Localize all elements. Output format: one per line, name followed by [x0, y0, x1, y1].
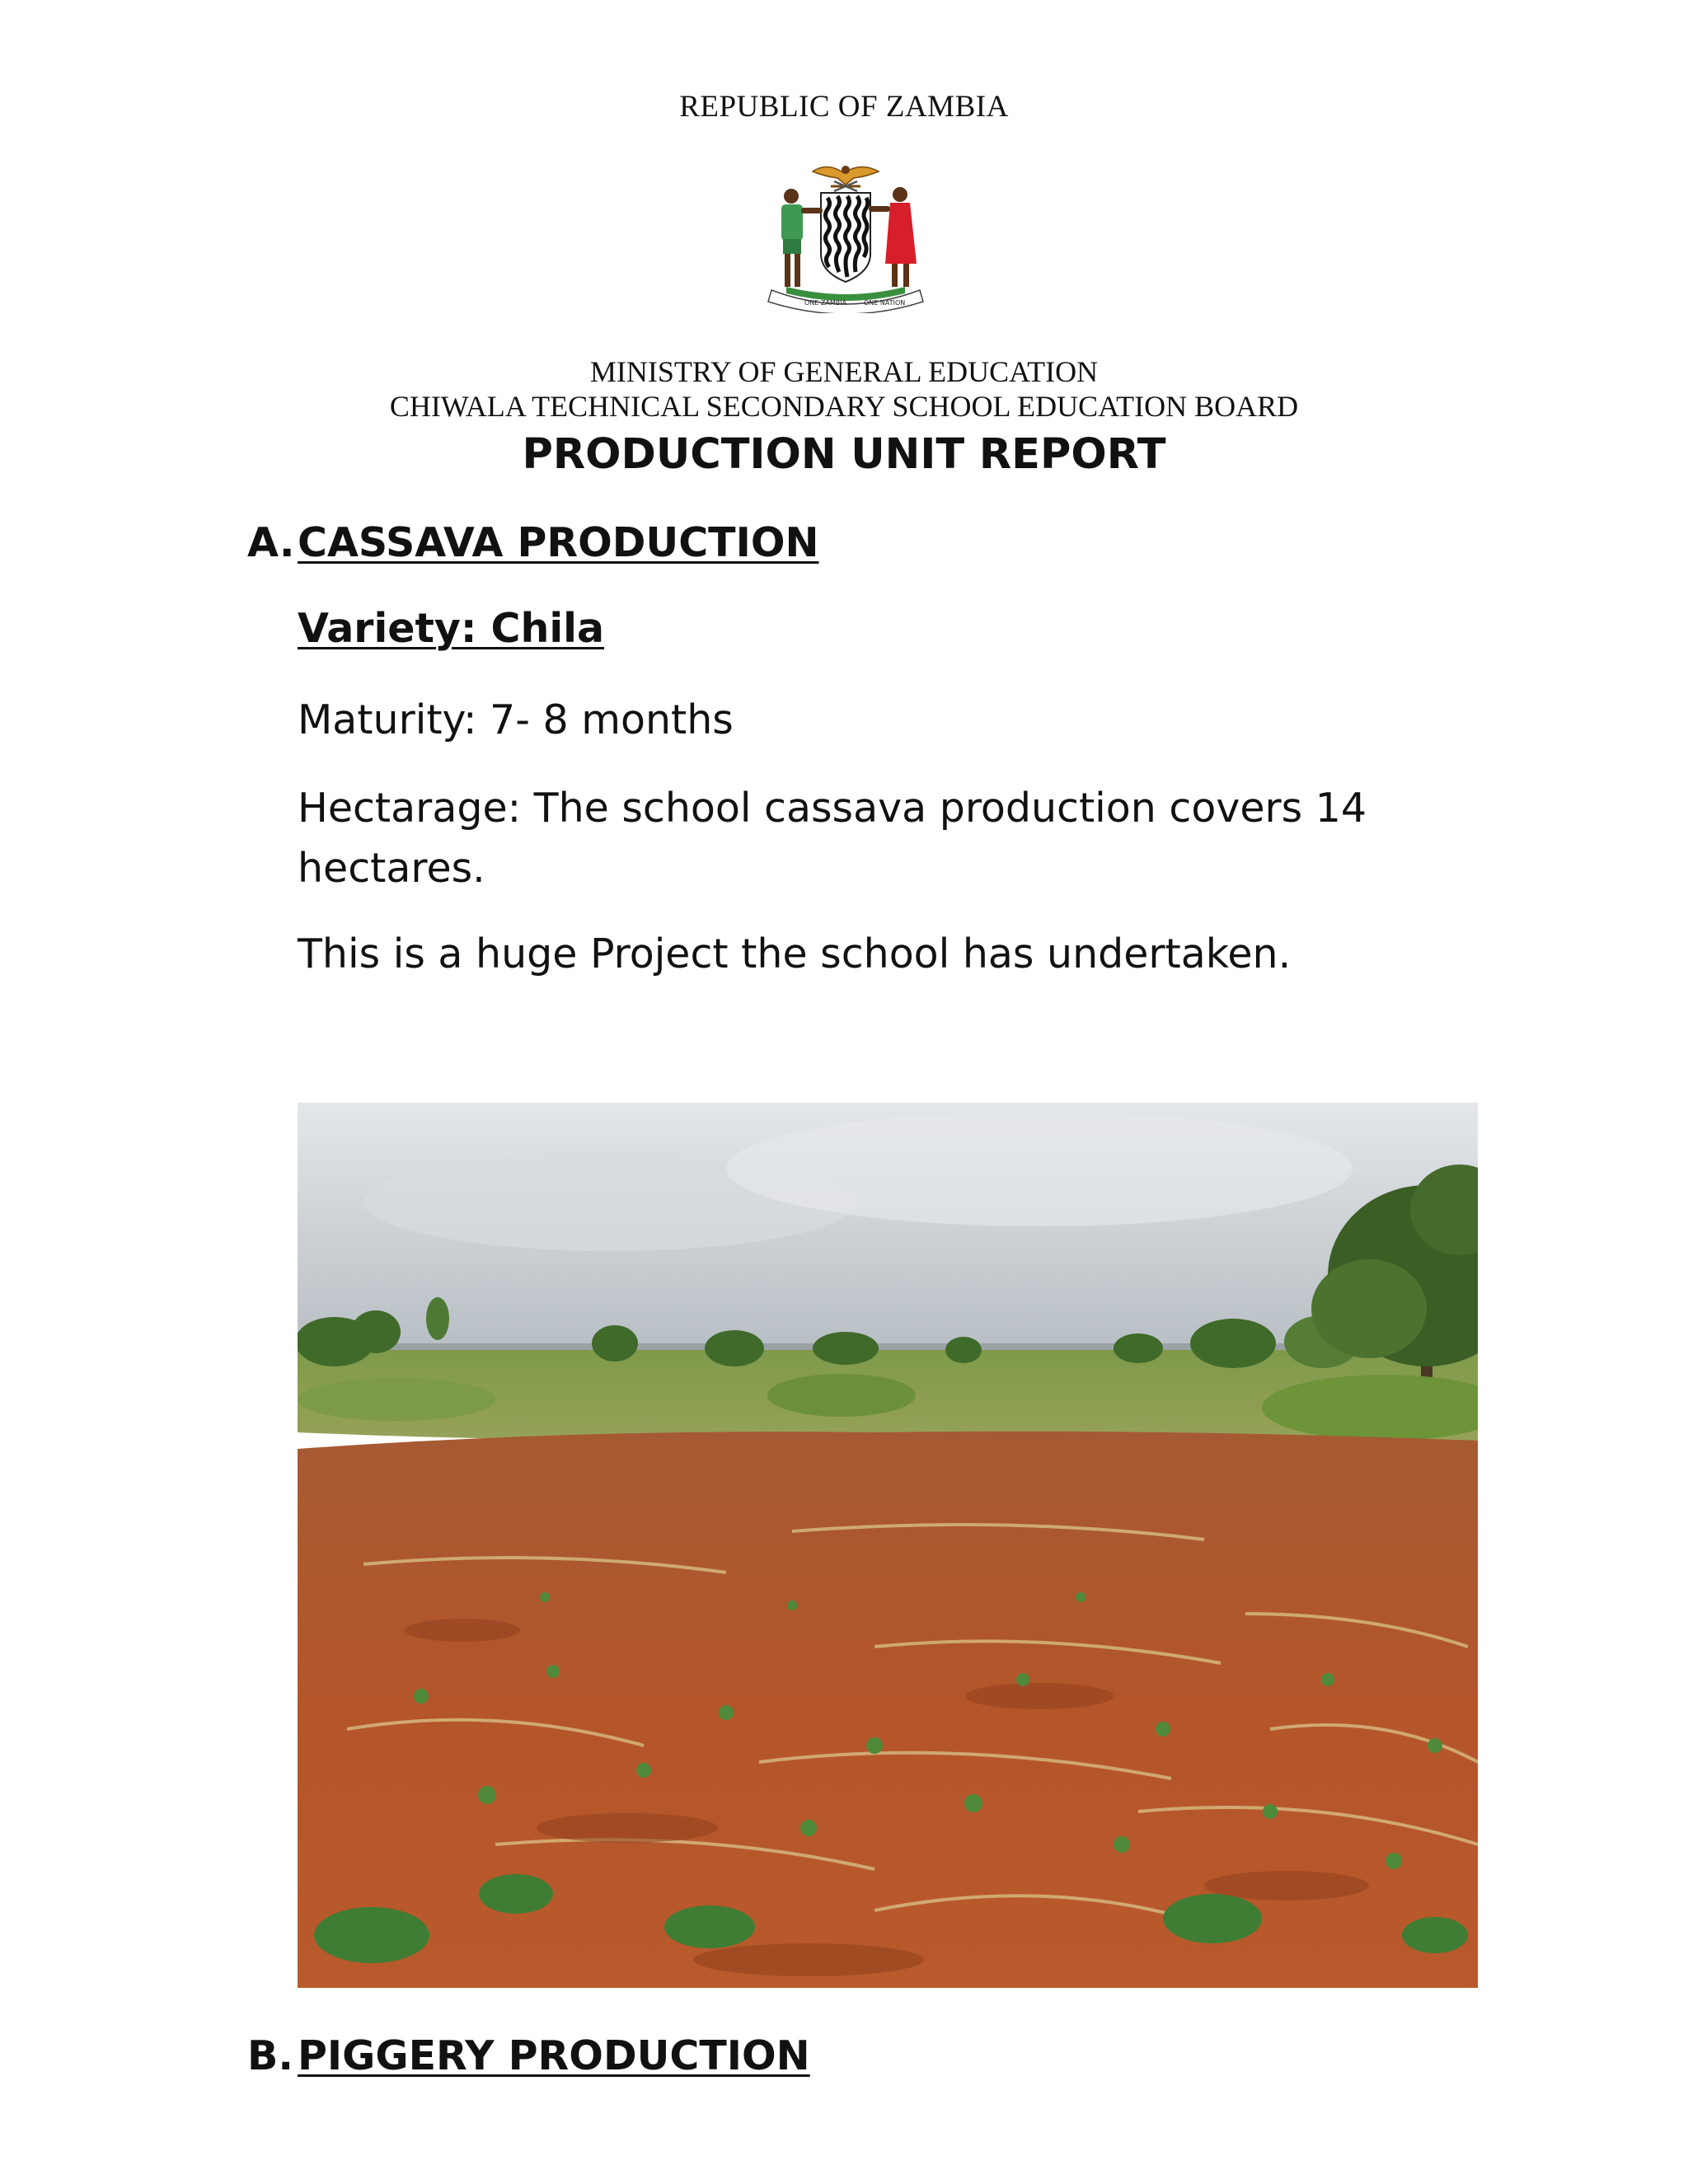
motto-right: ONE NATION: [864, 299, 906, 307]
variety-label: Variety: Chila: [298, 605, 605, 652]
eagle-icon: [813, 166, 879, 191]
section-a-title: CASSAVA PRODUCTION: [298, 519, 819, 566]
section-a-letter: A.: [247, 519, 295, 566]
hectarage-text-line1: Hectarage: The school cassava production covers 14: [298, 785, 1367, 832]
section-b-letter: B.: [247, 2032, 293, 2079]
ministry-heading: MINISTRY OF GENERAL EDUCATION: [589, 355, 1099, 388]
section-b-title: PIGGERY PRODUCTION: [298, 2032, 810, 2079]
maturity-text: Maturity: 7- 8 months: [298, 696, 734, 743]
woman-supporter-icon: [869, 187, 917, 287]
report-title: PRODUCTION UNIT REPORT: [522, 430, 1166, 479]
country-heading: REPUBLIC OF ZAMBIA: [679, 90, 1009, 124]
school-board-heading: CHIWALA TECHNICAL SECONDARY SCHOOL EDUCATION BOARD: [389, 390, 1299, 423]
cassava-field-photo: [298, 1103, 1478, 1988]
project-note-text: This is a huge Project the school has undertaken.: [298, 930, 1292, 977]
man-supporter-icon: [781, 189, 823, 287]
coat-of-arms-icon: [762, 157, 930, 313]
hectarage-text-line2: hectares.: [298, 845, 485, 892]
motto-left: ONE ZAMBIA: [804, 299, 847, 307]
